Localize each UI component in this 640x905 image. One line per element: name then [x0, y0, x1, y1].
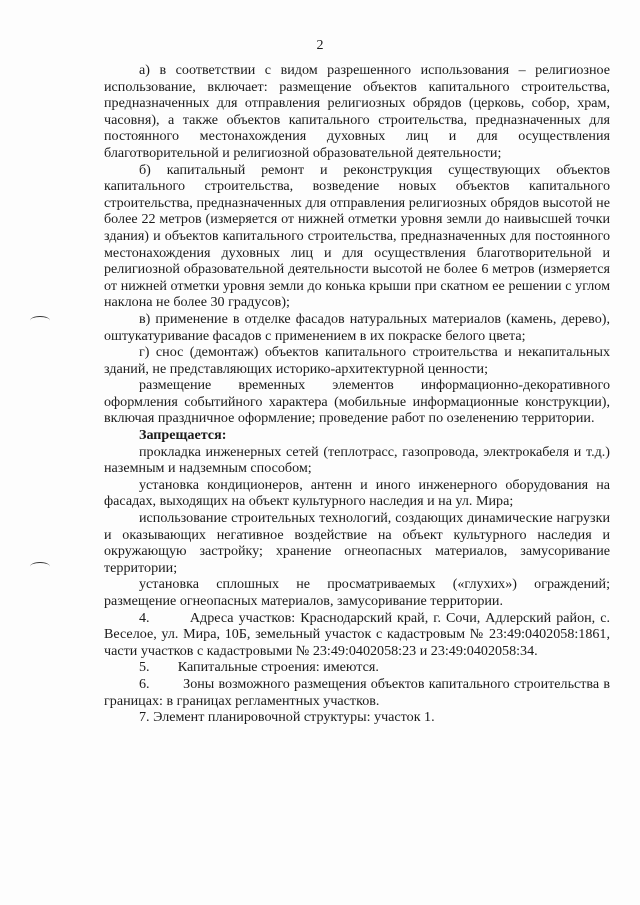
paragraph-v: в) применение в отделке фасадов натуральных материалов (камень, дерево), оштукатуривание фасадов с применением в их покраске белого цвета; — [104, 310, 610, 344]
numbered-item-4: 4. Адреса участков: Краснодарский край, г. Сочи, Адлерский район, с. Веселое, ул. Мира, 10Б, земельный участок с кадастровым № 23:49:0402058:1861, части участков с кадастровыми № 23:49:0402058:23 и 23:49:0402058:34. — [104, 609, 610, 659]
page-number: 2 — [316, 38, 324, 53]
numbered-item-5: 5. Капитальные строения: имеются. — [139, 659, 379, 676]
margin-mark — [30, 562, 50, 571]
document-body — [104, 62, 610, 726]
numbered-item-7: 7. Элемент планировочной структуры: участок 1. — [139, 709, 435, 726]
margin-mark — [30, 316, 50, 325]
numbered-item-6: 6. Зоны возможного размещения объектов капитального строительства в границах: в границах регламентных участков. — [104, 675, 610, 709]
paragraph-g: г) снос (демонтаж) объектов капитального строительства и некапитальных зданий, не представляющих историко-архитектурной ценности; — [104, 344, 610, 377]
paragraph-b: б) капитальный ремонт и реконструкция существующих объектов капитального строительства, возведение новых объектов капитального строительства, предназначенных для отправления религиозных обрядов высотой не более 22 метров (измеряется от нижней отметки уровня земли до наивысшей точки здания) и объектов капитального строительства, предназначенных для постоянного местонахождения духовных лиц и для осуществления благотворительной и религиозной образовательной деятельности высотой не более 6 метров (измеряется от нижней отметки уровня земли до конька крыши при скатном ее решении с углом наклона не более 30 градусов); — [104, 161, 610, 311]
prohibited-heading: Запрещается: — [139, 427, 227, 444]
paragraph-a: а) в соответствии с видом разрешенного использования – религиозное использование, включает: размещение объектов капитального строительства, предназначенных для отправления религиозных обрядов (церковь, собор, храм, часовня), а также объектов капитального строительства, предназначенных для постоянного местонахождения духовных лиц и для осуществления благотворительной и религиозной образовательной деятельности; — [104, 62, 610, 161]
paragraph-temporary-elements: размещение временных элементов информационно-декоративного оформления событийного характера (мобильные информационные конструкции), включая праздничное оформление; проведение работ по озеленению территории. — [104, 377, 610, 427]
prohibited-item: установка сплошных не просматриваемых («глухих») ограждений; размещение огнеопасных материалов, замусоривание территории. — [104, 576, 610, 609]
prohibited-item: прокладка инженерных сетей (теплотрасс, газопровода, электрокабеля и т.д.) наземным и надземным способом; — [104, 443, 610, 477]
prohibited-item: использование строительных технологий, создающих динамические нагрузки и оказывающих негативное воздействие на объект культурного наследия и окружающую застройку; хранение огнеопасных материалов, замусоривание территории; — [104, 510, 610, 576]
prohibited-item: установка кондиционеров, антенн и иного инженерного оборудования на фасадах, выходящих на объект культурного наследия и на ул. Мира; — [104, 476, 610, 510]
